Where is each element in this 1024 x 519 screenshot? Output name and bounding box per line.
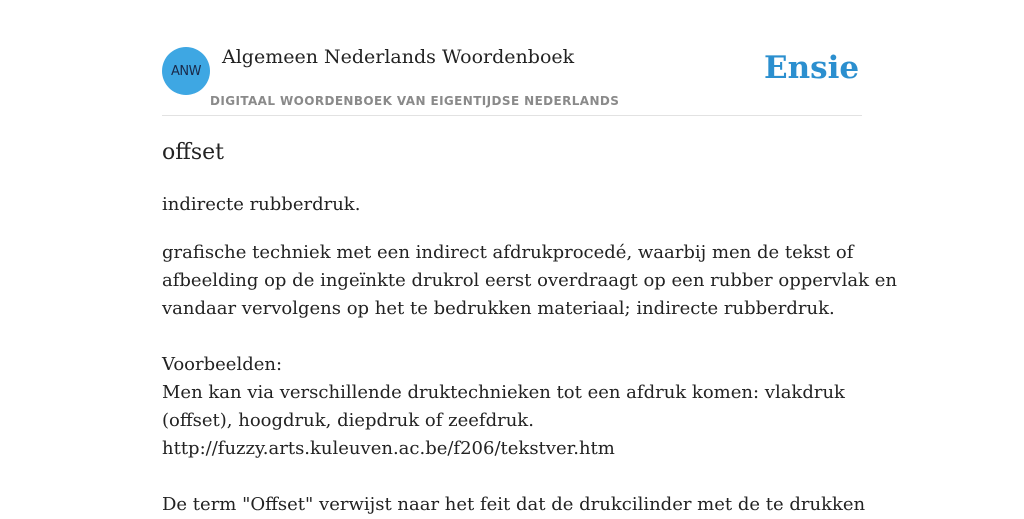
definition-line: vandaar vervolgens op het te bedrukken materiaal; indirecte rubberdruk. xyxy=(162,298,835,319)
header-divider xyxy=(162,115,862,116)
ensie-brand-link[interactable]: Ensie xyxy=(764,50,860,86)
site-title[interactable]: Algemeen Nederlands Woordenboek xyxy=(222,46,575,68)
definition-body xyxy=(162,239,898,519)
example-line: Men kan via verschillende druktechnieken tot een afdruk komen: vlakdruk xyxy=(162,382,845,403)
definition-line: grafische techniek met een indirect afdrukprocedé, waarbij men de tekst of xyxy=(162,242,854,263)
example-line: (offset), hoogdruk, diepdruk of zeefdruk. xyxy=(162,410,534,431)
logo-text: ANW xyxy=(171,63,201,79)
examples-heading: Voorbeelden: xyxy=(162,354,283,375)
definition-line: afbeelding op de ingeïnkte drukrol eerst overdraagt op een rubber oppervlak en xyxy=(162,270,898,291)
source-link[interactable]: http://fuzzy.arts.kuleuven.ac.be/f206/tekstver.htm xyxy=(162,438,615,459)
paragraph-gap xyxy=(162,463,862,491)
anw-logo[interactable] xyxy=(162,47,210,95)
entry-headword: offset xyxy=(162,140,225,165)
site-subtitle: DIGITAAL WOORDENBOEK VAN EIGENTIJDSE NEDERLANDS xyxy=(210,94,620,108)
short-definition: indirecte rubberdruk. xyxy=(162,194,361,215)
paragraph-gap xyxy=(162,323,862,351)
continuation-line: De term "Offset" verwijst naar het feit dat de drukcilinder met de te drukken xyxy=(162,494,866,515)
